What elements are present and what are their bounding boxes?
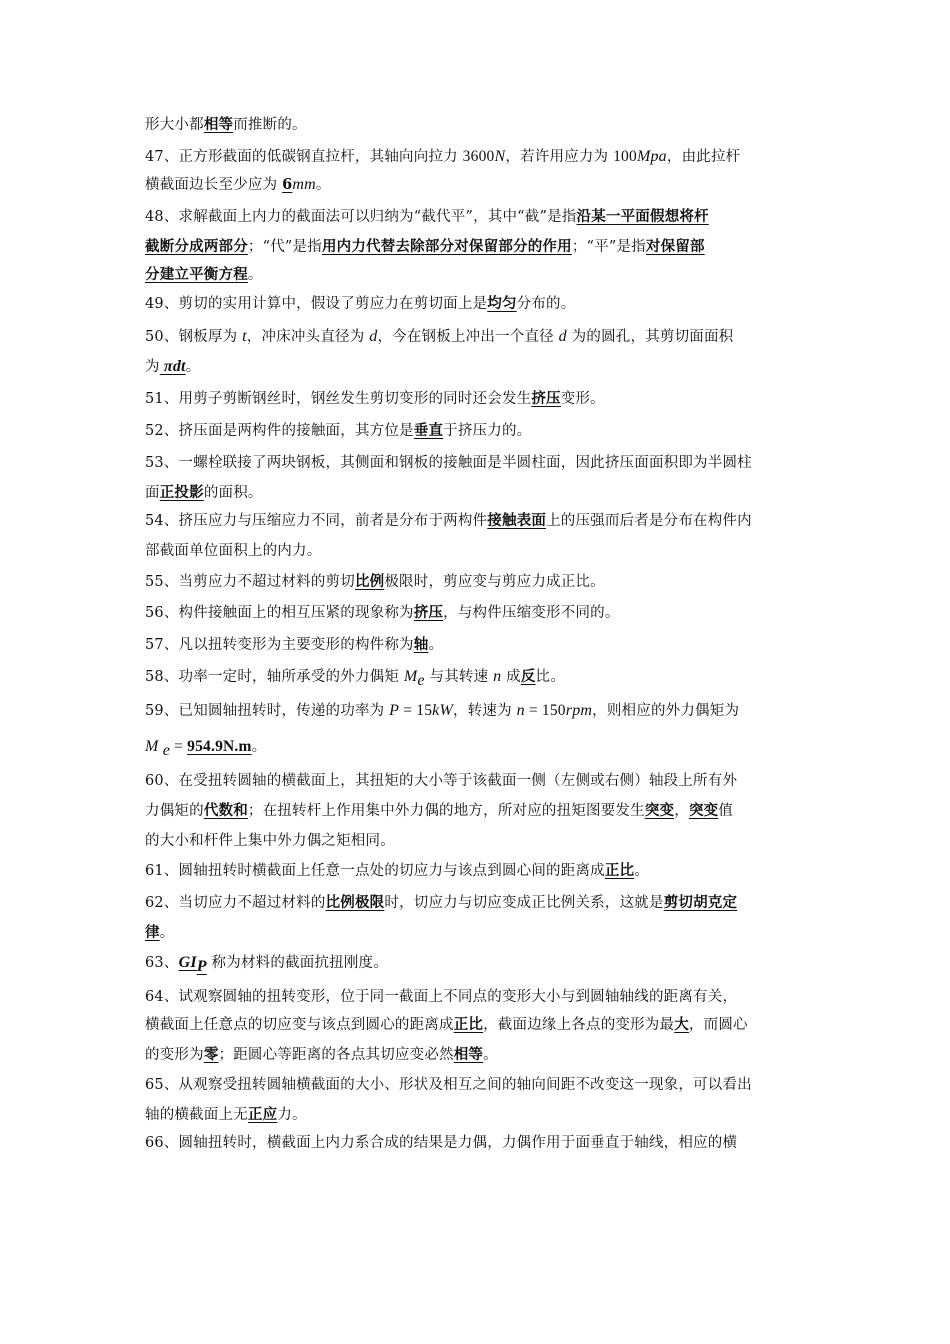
text-segment: 54、挤压应力与压缩应力不同，前者是分布于两构件 — [145, 513, 488, 529]
text-segment: 52、挤压面是两构件的接触面，其方位是 — [145, 423, 414, 439]
text-line — [145, 327, 733, 347]
answer-blank: 相等 — [453, 1046, 484, 1063]
text-segment: = — [170, 738, 188, 755]
text-segment: 51、用剪子剪断钢丝时，钢丝发生剪切变形的同时还会发生 — [145, 391, 532, 407]
math-symbol: e — [158, 741, 171, 759]
text-line — [145, 923, 174, 943]
text-segment: 分布的。 — [516, 296, 576, 312]
text-segment: 47、正方形截面的低碳钢直拉杆，其轴向向拉力 — [145, 149, 463, 165]
text-line — [145, 831, 395, 851]
text-segment: ，截面边缘上各点的变形为最 — [483, 1017, 675, 1033]
text-segment: 66、圆轴扭转时，横截面上内力系合成的结果是力偶，力偶作用于面垂直于轴线，相应的横 — [145, 1135, 738, 1151]
text-line — [145, 294, 575, 314]
text-segment: ，则相应的外力偶矩为 — [592, 703, 740, 719]
text-segment: 为 — [145, 359, 160, 375]
answer-blank: 6 — [282, 176, 293, 193]
text-line — [145, 635, 443, 655]
text-line — [145, 453, 752, 473]
text-segment: ；距圆心等距离的各点其切应变必然 — [218, 1047, 454, 1063]
text-line — [145, 483, 263, 503]
text-segment: 。 — [634, 863, 649, 879]
text-segment: 53、一螺栓联接了两块钢板，其侧面和钢板的接触面是半圆柱面，因此挤压面面积即为半圆柱 — [145, 455, 752, 471]
text-segment: 59、已知圆轴扭转时，传递的功率为 — [145, 703, 390, 719]
text-segment: 50、钢板厚为 — [145, 329, 243, 345]
text-segment: 与其转速 — [424, 669, 494, 685]
text-segment: 的大小和杆件上集中外力偶之矩相同。 — [145, 833, 395, 849]
answer-blank: 正投影 — [159, 484, 204, 501]
text-segment: 横截面上任意点的切应变与该点到圆心的距离成 — [145, 1017, 454, 1033]
math-symbol: d — [558, 328, 567, 345]
answer-blank: GI — [178, 954, 197, 971]
text-line — [145, 541, 321, 561]
text-segment: 面 — [145, 485, 160, 501]
answer-blank: 正比 — [604, 862, 635, 879]
answer-blank: 代数和 — [203, 802, 248, 819]
text-line — [145, 737, 266, 761]
answer-blank: 突变 — [688, 802, 719, 819]
math-symbol: M — [145, 738, 159, 755]
text-segment: 上的压强而后者是分布在构件内 — [546, 513, 752, 529]
answer-blank: 相等 — [203, 116, 234, 133]
answer-blank: 零 — [203, 1046, 219, 1063]
math-symbol: M — [403, 668, 418, 685]
answer-blank: 分建立平衡方程 — [145, 266, 248, 283]
text-segment: 。 — [185, 359, 201, 375]
text-segment: = 150 — [524, 702, 566, 719]
answer-blank: 沿某一平面假想将杆 — [576, 208, 709, 225]
text-segment: 形大小都 — [145, 117, 204, 133]
math-symbol: e — [417, 671, 425, 689]
text-segment: ，与构件压缩变形不同的。 — [443, 605, 620, 621]
text-segment: 100 — [613, 148, 637, 165]
text-segment: 轴的横截面上无 — [145, 1107, 248, 1123]
text-line — [145, 701, 739, 721]
text-segment: 时，切应力与切应变成正比例关系，这就是 — [384, 895, 664, 911]
text-segment: ；“代”是指 — [247, 239, 322, 255]
answer-blank: 均匀 — [487, 295, 517, 312]
text-segment: ， — [674, 803, 689, 819]
answer-blank: 垂直 — [413, 422, 444, 439]
text-segment: 。 — [247, 267, 263, 283]
math-symbol: n — [516, 702, 525, 719]
text-line — [145, 603, 620, 623]
math-symbol: P — [389, 702, 400, 719]
answer-blank: 轴 — [413, 636, 429, 653]
answer-blank: 954.9N.m — [187, 738, 252, 755]
text-segment: 的面积。 — [203, 485, 263, 501]
text-segment: 55、当剪应力不超过材料的剪切 — [145, 574, 355, 590]
text-segment: 的变形为 — [145, 1047, 204, 1063]
answer-blank: πdt — [159, 358, 186, 375]
text-line — [145, 572, 605, 592]
answer-blank: 反 — [520, 668, 536, 685]
text-segment: 49、剪切的实用计算中，假设了剪应力在剪切面上是 — [145, 296, 488, 312]
text-line — [145, 1105, 307, 1125]
text-segment: 为的圆孔，其剪切面面积 — [566, 329, 734, 345]
text-segment: ；在扭转杆上作用集中外力偶的地方，所对应的扭矩图要发生 — [247, 803, 645, 819]
text-segment: 成 — [501, 669, 521, 685]
text-segment: ；“平”是指 — [571, 239, 646, 255]
text-segment: ，转速为 — [453, 703, 517, 719]
text-segment: 值 — [718, 803, 734, 819]
text-segment: 极限时，剪应变与剪应力成正比。 — [384, 574, 605, 590]
text-segment: 力。 — [277, 1107, 307, 1123]
text-segment: 于挤压力的。 — [443, 423, 532, 439]
answer-blank: 挤压 — [413, 604, 444, 621]
answer-blank: 用内力代替去除部分对保留部分的作用 — [321, 238, 572, 255]
text-segment: 57、凡以扭转变形为主要变形的构件称为 — [145, 637, 414, 653]
answer-blank: 正比 — [453, 1016, 484, 1033]
text-segment: = 15 — [399, 702, 433, 719]
text-segment: 3600 — [462, 148, 495, 165]
text-line — [145, 175, 331, 195]
text-segment: ，由此拉杆 — [666, 149, 741, 165]
text-segment: 比。 — [535, 669, 565, 685]
text-segment: 而推断的。 — [233, 117, 307, 133]
text-segment: 。 — [428, 637, 444, 653]
answer-blank: 挤压 — [531, 390, 561, 407]
text-segment: 。 — [251, 739, 267, 755]
text-segment: 62、当切应力不超过材料的 — [145, 895, 326, 911]
text-line — [145, 893, 737, 913]
math-symbol: d — [369, 328, 378, 345]
text-segment: 58、功率一定时，轴所承受的外力偶矩 — [145, 669, 404, 685]
text-line — [145, 1075, 752, 1095]
answer-blank: 剪切胡克定 — [663, 894, 738, 911]
text-line — [145, 237, 705, 257]
text-segment: 称为材料的截面抗扭刚度。 — [206, 955, 388, 971]
math-symbol: n — [493, 668, 502, 685]
answer-blank: 正应 — [247, 1106, 278, 1123]
text-segment: 。 — [315, 177, 331, 193]
text-segment: 部截面单位面积上的内力。 — [145, 543, 322, 559]
answer-blank: 律 — [145, 924, 160, 941]
answer-blank: 大 — [674, 1016, 689, 1033]
text-segment: 变形。 — [560, 391, 605, 407]
answer-blank: 比例极限 — [325, 894, 385, 911]
answer-blank: P — [196, 957, 207, 975]
text-segment: 65、从观察受扭转圆轴横截面的大小、形状及相互之间的轴向间距不改变这一现象，可以看出 — [145, 1077, 752, 1093]
text-line — [145, 147, 740, 167]
text-line — [145, 861, 649, 881]
text-segment: 64、试观察圆轴的扭转变形，位于同一截面上不同点的变形大小与到圆轴轴线的距离有关， — [145, 989, 738, 1005]
text-line — [145, 1045, 498, 1065]
text-segment: 。 — [159, 925, 175, 941]
text-line — [145, 207, 709, 227]
answer-blank: 突变 — [644, 802, 675, 819]
text-line — [145, 801, 733, 821]
text-line — [145, 421, 531, 441]
text-segment: 56、构件接触面上的相互压紧的现象称为 — [145, 605, 414, 621]
text-segment: 力偶矩的 — [145, 803, 204, 819]
text-segment: ，冲床冲头直径为 — [246, 329, 370, 345]
math-symbol: kW — [432, 702, 453, 719]
answer-blank: 接触表面 — [487, 512, 547, 529]
text-line — [145, 667, 565, 691]
text-line — [145, 1133, 737, 1153]
text-segment: ，而圆心 — [688, 1017, 748, 1033]
answer-blank: 对保留部 — [645, 238, 705, 255]
text-line — [145, 511, 752, 531]
text-segment: 横截面边长至少应为 — [145, 177, 283, 193]
math-symbol: mm — [292, 176, 316, 193]
text-segment: 。 — [483, 1047, 498, 1063]
answer-blank: 截断分成两部分 — [145, 238, 248, 255]
answer-blank: 比例 — [354, 573, 385, 590]
math-symbol: t — [242, 328, 247, 345]
text-segment: ，今在钢板上冲出一个直径 — [377, 329, 559, 345]
text-segment: 48、求解截面上内力的截面法可以归纳为“截代平”，其中“截”是指 — [145, 209, 577, 225]
text-line — [145, 1015, 748, 1035]
text-segment: ，若许用应力为 — [505, 149, 614, 165]
text-line — [145, 987, 737, 1007]
math-symbol: rpm — [565, 702, 593, 719]
text-segment: 61、圆轴扭转时横截面上任意一点处的切应力与该点到圆心间的距离成 — [145, 863, 605, 879]
text-segment: 63、 — [145, 955, 179, 971]
text-line — [145, 771, 737, 791]
text-line — [145, 115, 307, 135]
text-segment: 60、在受扭转圆轴的横截面上，其扭矩的大小等于该截面一侧（左侧或右侧）轴段上所有外 — [145, 773, 738, 789]
text-line — [145, 389, 605, 409]
text-line — [145, 265, 263, 285]
text-line — [145, 357, 200, 377]
math-symbol: N — [494, 148, 506, 165]
text-line — [145, 953, 388, 977]
math-symbol: Mpa — [636, 148, 667, 165]
